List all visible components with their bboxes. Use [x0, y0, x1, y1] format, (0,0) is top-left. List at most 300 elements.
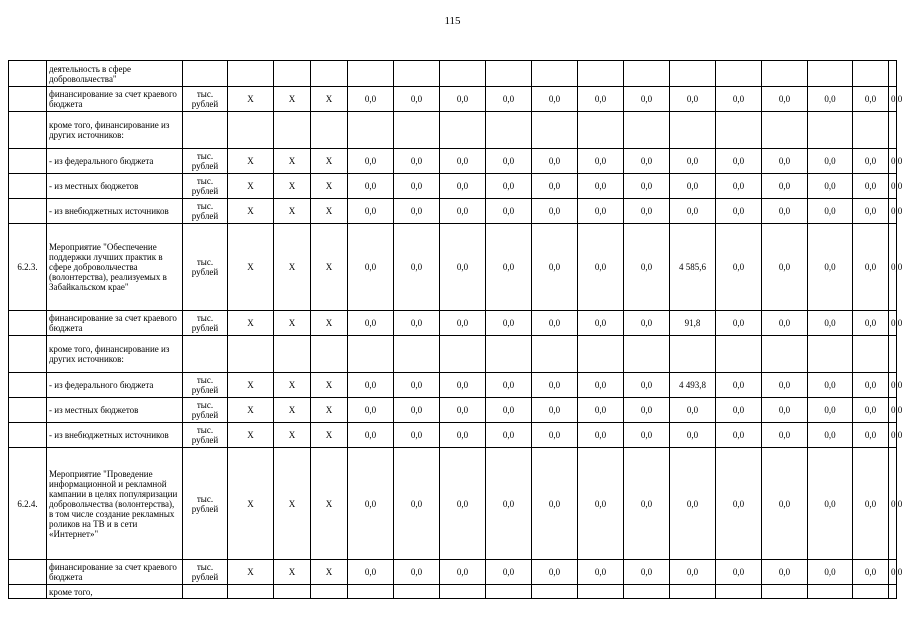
value-cell: 0,0	[716, 448, 762, 560]
value-cell: 0,0	[624, 199, 670, 224]
value-cell: 0,0	[670, 560, 716, 585]
x-marker-cell: X	[274, 398, 311, 423]
value-cell: 0,0	[889, 311, 897, 336]
value-cell: 0,0	[889, 423, 897, 448]
row-code-cell	[9, 61, 47, 87]
row-description-cell: - из местных бюджетов	[47, 174, 183, 199]
unit-cell	[183, 112, 228, 149]
value-cell: 0,0	[716, 87, 762, 112]
row-code-cell	[9, 423, 47, 448]
row-description-cell: - из внебюджетных источников	[47, 423, 183, 448]
value-cell: 0,0	[532, 448, 578, 560]
value-cell: 0,0	[762, 311, 808, 336]
value-cell: 0,0	[670, 174, 716, 199]
x-marker-cell: X	[311, 199, 348, 224]
value-cell	[853, 61, 889, 87]
value-cell: 0,0	[853, 398, 889, 423]
value-cell: 4 493,8	[670, 373, 716, 398]
value-cell: 0,0	[762, 199, 808, 224]
unit-cell	[183, 585, 228, 599]
value-cell: 0,0	[762, 87, 808, 112]
value-cell	[670, 336, 716, 373]
table-row	[9, 448, 897, 560]
value-cell	[624, 585, 670, 599]
value-cell	[670, 585, 716, 599]
x-marker-cell: X	[311, 373, 348, 398]
row-code-cell	[9, 373, 47, 398]
row-description-cell: - из внебюджетных источников	[47, 199, 183, 224]
value-cell: 0,0	[808, 149, 853, 174]
x-marker-cell: X	[228, 398, 274, 423]
value-cell: 4 585,6	[670, 224, 716, 311]
value-cell: 0,0	[808, 448, 853, 560]
value-cell: 0,0	[853, 149, 889, 174]
value-cell: 0,0	[853, 87, 889, 112]
value-cell	[716, 585, 762, 599]
x-marker-cell	[274, 336, 311, 373]
value-cell: 0,0	[440, 448, 486, 560]
value-cell: 0,0	[853, 448, 889, 560]
value-cell: 0,0	[532, 373, 578, 398]
table-row	[9, 87, 897, 112]
value-cell: 0,0	[808, 423, 853, 448]
value-cell: 0,0	[808, 174, 853, 199]
value-cell: 0,0	[440, 398, 486, 423]
row-description-cell: кроме того,	[47, 585, 183, 599]
value-cell: 0,0	[578, 560, 624, 585]
value-cell: 0,0	[853, 560, 889, 585]
table-row	[9, 61, 897, 87]
value-cell	[670, 112, 716, 149]
x-marker-cell: X	[274, 560, 311, 585]
row-code-cell	[9, 398, 47, 423]
table-row	[9, 398, 897, 423]
value-cell: 0,0	[853, 199, 889, 224]
value-cell: 0,0	[394, 199, 440, 224]
value-cell: 0,0	[578, 174, 624, 199]
value-cell: 0,0	[624, 149, 670, 174]
value-cell: 0,0	[532, 224, 578, 311]
value-cell	[532, 336, 578, 373]
table-row	[9, 311, 897, 336]
value-cell	[808, 61, 853, 87]
x-marker-cell: X	[228, 423, 274, 448]
x-marker-cell: X	[274, 149, 311, 174]
value-cell	[762, 585, 808, 599]
value-cell	[578, 336, 624, 373]
value-cell: 0,0	[624, 560, 670, 585]
value-cell: 0,0	[716, 224, 762, 311]
value-cell: 0,0	[348, 423, 394, 448]
value-cell: 0,0	[348, 224, 394, 311]
value-cell: 0,0	[716, 560, 762, 585]
x-marker-cell: X	[311, 448, 348, 560]
x-marker-cell: X	[311, 398, 348, 423]
row-code-cell	[9, 336, 47, 373]
value-cell: 0,0	[762, 224, 808, 311]
value-cell	[394, 112, 440, 149]
unit-cell: тыс. рублей	[183, 174, 228, 199]
table-row	[9, 336, 897, 373]
value-cell: 0,0	[889, 224, 897, 311]
value-cell	[889, 336, 897, 373]
value-cell: 0,0	[394, 560, 440, 585]
value-cell: 0,0	[440, 87, 486, 112]
value-cell: 0,0	[532, 174, 578, 199]
value-cell: 0,0	[394, 423, 440, 448]
unit-cell: тыс. рублей	[183, 149, 228, 174]
value-cell: 0,0	[762, 398, 808, 423]
x-marker-cell: X	[311, 560, 348, 585]
value-cell: 0,0	[670, 448, 716, 560]
row-code-cell: 6.2.3.	[9, 224, 47, 311]
x-marker-cell: X	[228, 174, 274, 199]
value-cell: 0,0	[394, 174, 440, 199]
value-cell: 0,0	[624, 448, 670, 560]
value-cell: 0,0	[532, 87, 578, 112]
value-cell: 0,0	[808, 373, 853, 398]
value-cell	[716, 61, 762, 87]
value-cell	[532, 112, 578, 149]
value-cell: 0,0	[889, 174, 897, 199]
row-description-cell: - из федерального бюджета	[47, 149, 183, 174]
unit-cell: тыс. рублей	[183, 448, 228, 560]
value-cell: 0,0	[486, 149, 532, 174]
value-cell: 0,0	[716, 311, 762, 336]
x-marker-cell: X	[274, 174, 311, 199]
x-marker-cell: X	[228, 87, 274, 112]
row-description-cell: кроме того, финансирование из других источников:	[47, 112, 183, 149]
value-cell: 0,0	[486, 199, 532, 224]
x-marker-cell	[228, 336, 274, 373]
x-marker-cell: X	[274, 311, 311, 336]
value-cell: 0,0	[762, 423, 808, 448]
row-code-cell	[9, 149, 47, 174]
value-cell: 0,0	[486, 224, 532, 311]
x-marker-cell: X	[274, 373, 311, 398]
value-cell	[762, 112, 808, 149]
x-marker-cell	[311, 61, 348, 87]
row-description-cell: деятельность в сфере добровольчества"	[47, 61, 183, 87]
value-cell	[716, 112, 762, 149]
value-cell: 0,0	[440, 560, 486, 585]
value-cell: 0,0	[578, 224, 624, 311]
value-cell	[889, 112, 897, 149]
x-marker-cell	[274, 112, 311, 149]
value-cell	[440, 336, 486, 373]
value-cell	[394, 585, 440, 599]
value-cell: 0,0	[889, 87, 897, 112]
value-cell: 0,0	[348, 87, 394, 112]
value-cell: 0,0	[348, 448, 394, 560]
x-marker-cell: X	[228, 560, 274, 585]
value-cell: 0,0	[808, 398, 853, 423]
value-cell: 0,0	[716, 149, 762, 174]
value-cell: 0,0	[762, 373, 808, 398]
x-marker-cell: X	[274, 423, 311, 448]
value-cell: 0,0	[670, 199, 716, 224]
x-marker-cell: X	[311, 149, 348, 174]
value-cell	[853, 112, 889, 149]
unit-cell: тыс. рублей	[183, 199, 228, 224]
x-marker-cell: X	[228, 199, 274, 224]
value-cell: 0,0	[578, 311, 624, 336]
value-cell	[624, 61, 670, 87]
x-marker-cell	[311, 585, 348, 599]
x-marker-cell: X	[311, 311, 348, 336]
x-marker-cell: X	[311, 224, 348, 311]
value-cell: 0,0	[348, 149, 394, 174]
unit-cell	[183, 61, 228, 87]
value-cell	[486, 112, 532, 149]
value-cell	[808, 336, 853, 373]
value-cell: 0,0	[348, 398, 394, 423]
value-cell: 0,0	[624, 311, 670, 336]
table-row	[9, 174, 897, 199]
x-marker-cell: X	[228, 311, 274, 336]
row-description-cell: финансирование за счет краевого бюджета	[47, 87, 183, 112]
value-cell	[670, 61, 716, 87]
value-cell: 0,0	[486, 373, 532, 398]
value-cell: 0,0	[853, 224, 889, 311]
value-cell	[889, 585, 897, 599]
x-marker-cell	[228, 585, 274, 599]
table-row	[9, 149, 897, 174]
value-cell: 0,0	[808, 560, 853, 585]
value-cell: 0,0	[889, 560, 897, 585]
value-cell	[348, 112, 394, 149]
value-cell	[853, 585, 889, 599]
x-marker-cell: X	[228, 149, 274, 174]
value-cell: 0,0	[624, 224, 670, 311]
value-cell: 0,0	[578, 87, 624, 112]
value-cell: 0,0	[762, 174, 808, 199]
value-cell: 0,0	[486, 398, 532, 423]
value-cell: 0,0	[889, 199, 897, 224]
value-cell: 0,0	[808, 224, 853, 311]
x-marker-cell: X	[228, 448, 274, 560]
unit-cell: тыс. рублей	[183, 87, 228, 112]
x-marker-cell	[311, 112, 348, 149]
value-cell: 0,0	[532, 423, 578, 448]
value-cell: 0,0	[578, 149, 624, 174]
value-cell: 0,0	[670, 398, 716, 423]
value-cell	[578, 585, 624, 599]
x-marker-cell: X	[274, 448, 311, 560]
row-description-cell: Мероприятие "Обеспечение поддержки лучших практик в сфере добровольчества (волонтерства), реализуемых в Забайкальском крае"	[47, 224, 183, 311]
value-cell: 0,0	[394, 373, 440, 398]
x-marker-cell: X	[228, 224, 274, 311]
x-marker-cell: X	[274, 224, 311, 311]
unit-cell: тыс. рублей	[183, 398, 228, 423]
row-description-cell: - из местных бюджетов	[47, 398, 183, 423]
row-code-cell	[9, 87, 47, 112]
value-cell: 91,8	[670, 311, 716, 336]
value-cell: 0,0	[762, 448, 808, 560]
table-row	[9, 112, 897, 149]
value-cell: 0,0	[486, 311, 532, 336]
value-cell	[808, 112, 853, 149]
unit-cell: тыс. рублей	[183, 311, 228, 336]
x-marker-cell: X	[274, 199, 311, 224]
x-marker-cell: X	[274, 87, 311, 112]
value-cell: 0,0	[348, 311, 394, 336]
value-cell: 0,0	[394, 149, 440, 174]
value-cell: 0,0	[716, 174, 762, 199]
row-code-cell	[9, 199, 47, 224]
unit-cell: тыс. рублей	[183, 560, 228, 585]
value-cell: 0,0	[440, 224, 486, 311]
value-cell: 0,0	[532, 149, 578, 174]
value-cell: 0,0	[716, 199, 762, 224]
value-cell: 0,0	[670, 149, 716, 174]
x-marker-cell	[274, 585, 311, 599]
value-cell: 0,0	[394, 224, 440, 311]
value-cell: 0,0	[394, 398, 440, 423]
value-cell	[348, 61, 394, 87]
value-cell: 0,0	[624, 373, 670, 398]
value-cell: 0,0	[624, 398, 670, 423]
value-cell: 0,0	[532, 398, 578, 423]
value-cell: 0,0	[808, 87, 853, 112]
table-row	[9, 199, 897, 224]
row-code-cell	[9, 112, 47, 149]
value-cell: 0,0	[440, 373, 486, 398]
value-cell: 0,0	[889, 398, 897, 423]
x-marker-cell	[274, 61, 311, 87]
value-cell	[853, 336, 889, 373]
value-cell: 0,0	[578, 199, 624, 224]
value-cell: 0,0	[670, 423, 716, 448]
table-row	[9, 423, 897, 448]
budget-table	[8, 60, 903, 599]
value-cell: 0,0	[440, 423, 486, 448]
value-cell: 0,0	[348, 373, 394, 398]
value-cell: 0,0	[578, 423, 624, 448]
value-cell: 0,0	[348, 199, 394, 224]
value-cell: 0,0	[486, 423, 532, 448]
value-cell	[440, 585, 486, 599]
value-cell: 0,0	[808, 199, 853, 224]
value-cell: 0,0	[440, 174, 486, 199]
row-code-cell	[9, 311, 47, 336]
row-code-cell: 6.2.4.	[9, 448, 47, 560]
row-description-cell: финансирование за счет краевого бюджета	[47, 311, 183, 336]
value-cell: 0,0	[624, 87, 670, 112]
value-cell: 0,0	[532, 560, 578, 585]
value-cell: 0,0	[440, 199, 486, 224]
value-cell: 0,0	[762, 149, 808, 174]
value-cell: 0,0	[578, 398, 624, 423]
value-cell: 0,0	[532, 311, 578, 336]
row-code-cell	[9, 174, 47, 199]
row-code-cell	[9, 585, 47, 599]
value-cell: 0,0	[853, 373, 889, 398]
value-cell	[624, 336, 670, 373]
value-cell: 0,0	[808, 311, 853, 336]
x-marker-cell	[228, 61, 274, 87]
value-cell: 0,0	[532, 199, 578, 224]
value-cell: 0,0	[716, 373, 762, 398]
x-marker-cell	[311, 336, 348, 373]
value-cell: 0,0	[762, 560, 808, 585]
value-cell: 0,0	[394, 87, 440, 112]
value-cell	[486, 61, 532, 87]
value-cell	[394, 336, 440, 373]
row-description-cell: - из федерального бюджета	[47, 373, 183, 398]
value-cell	[440, 112, 486, 149]
value-cell: 0,0	[853, 423, 889, 448]
value-cell: 0,0	[348, 174, 394, 199]
value-cell: 0,0	[394, 448, 440, 560]
value-cell: 0,0	[889, 373, 897, 398]
table-row	[9, 224, 897, 311]
value-cell	[348, 336, 394, 373]
value-cell	[578, 112, 624, 149]
value-cell	[762, 61, 808, 87]
x-marker-cell	[228, 112, 274, 149]
row-description-cell: Мероприятие "Проведение информационной и рекламной кампании в целях популяризации добровольчества (волонтерства), в том числе создание рекламных роликов на ТВ и в сети «Интернет»"	[47, 448, 183, 560]
value-cell: 0,0	[624, 174, 670, 199]
value-cell: 0,0	[624, 423, 670, 448]
value-cell: 0,0	[670, 87, 716, 112]
value-cell	[889, 61, 897, 87]
value-cell: 0,0	[889, 448, 897, 560]
value-cell: 0,0	[394, 311, 440, 336]
value-cell	[624, 112, 670, 149]
value-cell: 0,0	[486, 448, 532, 560]
value-cell: 0,0	[853, 174, 889, 199]
x-marker-cell: X	[311, 174, 348, 199]
value-cell	[808, 585, 853, 599]
value-cell: 0,0	[440, 149, 486, 174]
value-cell	[394, 61, 440, 87]
unit-cell: тыс. рублей	[183, 373, 228, 398]
value-cell	[348, 585, 394, 599]
value-cell: 0,0	[853, 311, 889, 336]
value-cell: 0,0	[578, 373, 624, 398]
row-description-cell: финансирование за счет краевого бюджета	[47, 560, 183, 585]
row-description-cell: кроме того, финансирование из других источников:	[47, 336, 183, 373]
x-marker-cell: X	[311, 423, 348, 448]
value-cell: 0,0	[440, 311, 486, 336]
value-cell: 0,0	[716, 398, 762, 423]
value-cell	[486, 585, 532, 599]
x-marker-cell: X	[228, 373, 274, 398]
value-cell	[716, 336, 762, 373]
table-row	[9, 585, 897, 599]
value-cell: 0,0	[889, 149, 897, 174]
unit-cell: тыс. рублей	[183, 224, 228, 311]
value-cell: 0,0	[578, 448, 624, 560]
value-cell	[532, 585, 578, 599]
value-cell	[486, 336, 532, 373]
value-cell: 0,0	[486, 560, 532, 585]
unit-cell: тыс. рублей	[183, 423, 228, 448]
page-number: 115	[444, 15, 461, 27]
unit-cell	[183, 336, 228, 373]
value-cell	[440, 61, 486, 87]
table-row	[9, 373, 897, 398]
table-row	[9, 560, 897, 585]
value-cell	[762, 336, 808, 373]
value-cell	[532, 61, 578, 87]
value-cell: 0,0	[348, 560, 394, 585]
value-cell: 0,0	[716, 423, 762, 448]
row-code-cell	[9, 560, 47, 585]
x-marker-cell: X	[311, 87, 348, 112]
value-cell	[578, 61, 624, 87]
